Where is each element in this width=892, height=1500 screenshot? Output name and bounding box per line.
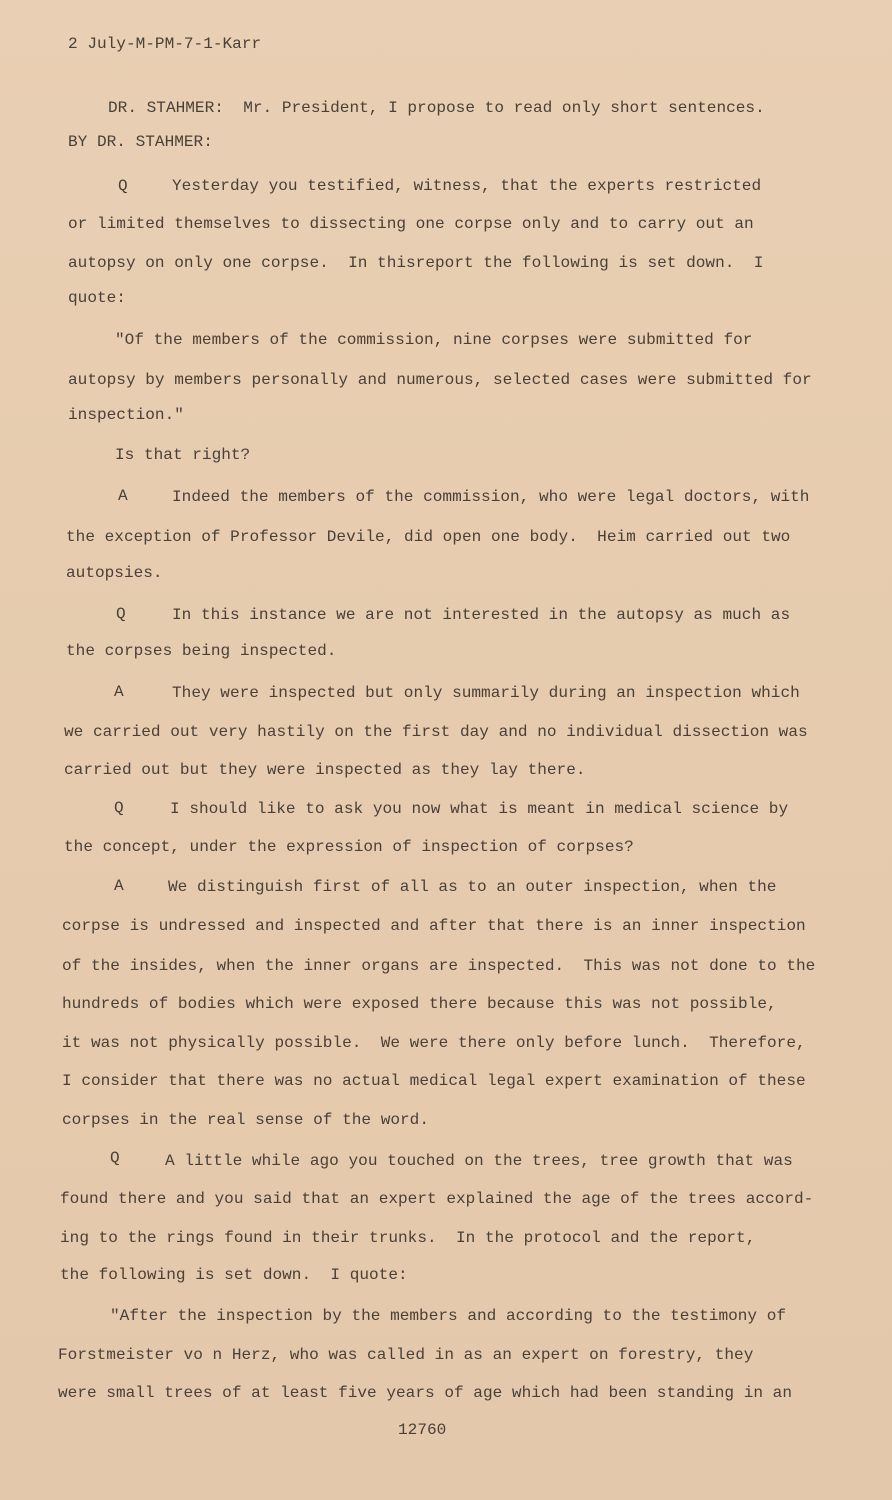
text-line: A little while ago you touched on the trees, tree growth that was [165,1152,793,1170]
text-line: In this instance we are not interested in the autopsy as much as [172,606,791,624]
text-line: the exception of Professor Devile, did open one body. Heim carried out two [66,528,791,546]
text-line: "After the inspection by the members and according to the testimony of [110,1307,787,1325]
text-line: autopsies. [66,564,163,582]
text-line: inspection." [68,406,184,424]
text-line: We distinguish first of all as to an outer inspection, when the [168,878,777,896]
text-line: the corpses being inspected. [66,642,337,660]
question-label: Q [118,177,128,195]
text-line: I should like to ask you now what is meant in medical science by [170,800,789,818]
text-line: autopsy on only one corpse. In thisreport the following is set down. I [68,254,764,272]
text-line: hundreds of bodies which were exposed there because this was not possible, [62,995,777,1013]
text-line: Is that right? [115,446,251,464]
text-line: "Of the members of the commission, nine corpses were submitted for [115,331,753,349]
text-line: the following is set down. I quote: [60,1266,408,1284]
text-line: DR. STAHMER: Mr. President, I propose to read only short sentences. [108,99,765,117]
answer-label: A [114,877,124,895]
question-label: Q [116,605,126,623]
text-line: found there and you said that an expert explained the age of the trees accord- [60,1190,814,1208]
text-line: were small trees of at least five years of age which had been standing in an [58,1384,792,1402]
text-line: BY DR. STAHMER: [68,133,213,151]
text-line: we carried out very hastily on the first day and no individual dissection was [64,723,808,741]
text-line: corpse is undressed and inspected and after that there is an inner inspection [62,917,806,935]
text-line: carried out but they were inspected as they lay there. [64,761,586,779]
answer-label: A [118,487,128,505]
text-line: autopsy by members personally and numerous, selected cases were submitted for [68,371,812,389]
text-line: it was not physically possible. We were there only before lunch. Therefore, [62,1034,806,1052]
text-line: or limited themselves to dissecting one corpse only and to carry out an [68,215,754,233]
question-label: Q [114,799,124,817]
text-line: quote: [68,289,126,307]
text-line: Yesterday you testified, witness, that the experts restricted [172,177,762,195]
text-line: They were inspected but only summarily during an inspection which [172,684,800,702]
question-label: Q [110,1149,120,1167]
page-header: 2 July-M-PM-7-1-Karr [68,35,262,53]
text-line: the concept, under the expression of inspection of corpses? [64,838,634,856]
answer-label: A [114,683,124,701]
text-line: Indeed the members of the commission, who were legal doctors, with [172,488,810,506]
text-line: corpses in the real sense of the word. [62,1111,429,1129]
text-line: Forstmeister vo n Herz, who was called in as an expert on forestry, they [58,1346,754,1364]
text-line: of the insides, when the inner organs are inspected. This was not done to the [62,957,816,975]
page-number: 12760 [398,1421,447,1439]
text-line: I consider that there was no actual medical legal expert examination of these [62,1072,806,1090]
text-line: ing to the rings found in their trunks. In the protocol and the report, [60,1229,756,1247]
